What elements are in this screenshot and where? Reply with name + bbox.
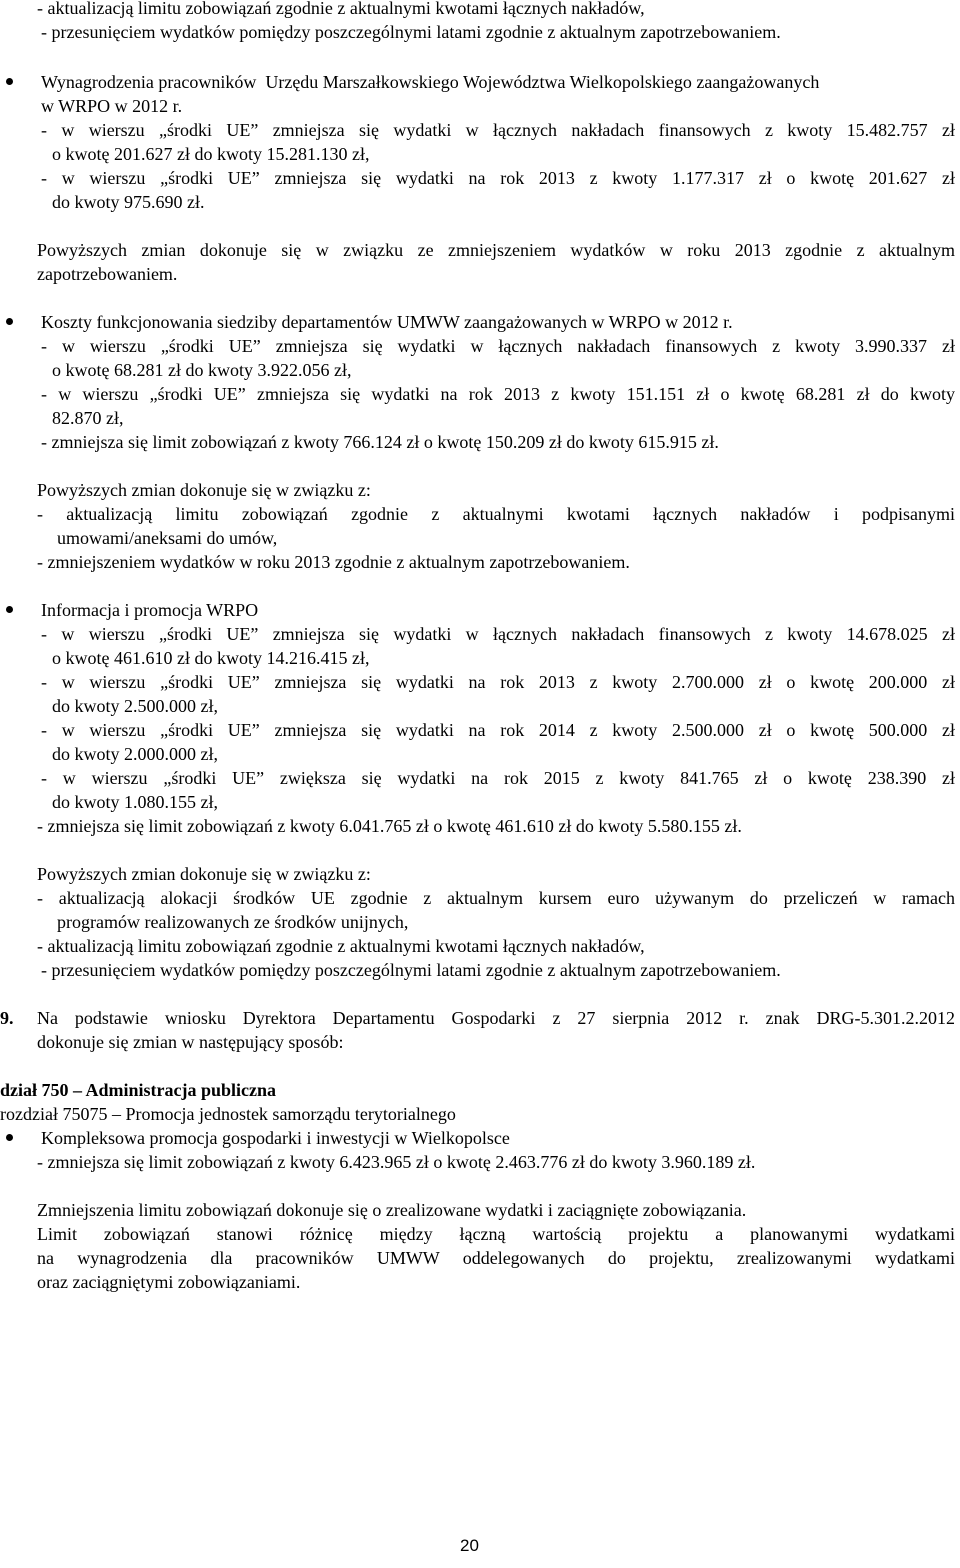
text-line: o kwotę 461.610 zł do kwoty 14.216.415 zł, [52,648,370,668]
text-line: - w wierszu „środki UE” zmniejsza się wydatki na rok 2013 z kwoty 151.151 zł o kwotę 68.281 zł do kwoty [41,384,955,404]
text-line: - aktualizacją limitu zobowiązań zgodnie z aktualnymi kwotami łącznych nakładów i podpisanymi [37,504,955,524]
text-line: do kwoty 2.500.000 zł, [52,696,218,716]
text-line: o kwotę 201.627 zł do kwoty 15.281.130 zł, [52,144,370,164]
text-line: - zmniejsza się limit zobowiązań z kwoty 766.124 zł o kwotę 150.209 zł do kwoty 615.915 zł. [41,432,719,452]
text-line: - w wierszu „środki UE” zwiększa się wydatki na rok 2015 z kwoty 841.765 zł o kwotę 238.390 zł [41,768,955,788]
text-line: - aktualizacją limitu zobowiązań zgodnie z aktualnymi kwotami łącznych nakładów, [37,936,645,956]
section-title: dział 750 – Administracja publiczna [0,1080,277,1100]
text-line: do kwoty 2.000.000 zł, [52,744,218,764]
text-line: do kwoty 1.080.155 zł, [52,792,218,812]
section-heading: Wynagrodzenia pracowników Urzędu Marszałkowskiego Województwa Wielkopolskiego zaangażowanych [41,72,820,92]
text-line: Powyższych zmian dokonuje się w związku z: [37,480,371,500]
text-line: - w wierszu „środki UE” zmniejsza się wydatki w łącznych nakładach finansowych z kwoty 14.678.025 zł [41,624,955,644]
bullet-icon [6,78,13,85]
text-line: umowami/aneksami do umów, [57,528,278,548]
section-heading: Koszty funkcjonowania siedziby departamentów UMWW zaangażowanych w WRPO w 2012 r. [41,312,733,332]
text-line: Limit zobowiązań stanowi różnicę między łączną wartością projektu a planowanymi wydatkami [37,1224,955,1244]
bullet-icon [6,1134,13,1141]
text-line: - przesunięciem wydatków pomiędzy poszczególnymi latami zgodnie z aktualnym zapotrzebowaniem. [41,22,781,42]
text-line: - w wierszu „środki UE” zmniejsza się wydatki na rok 2014 z kwoty 2.500.000 zł o kwotę 500.000 zł [41,720,955,740]
text-line: zapotrzebowaniem. [37,264,178,284]
text-line: - przesunięciem wydatków pomiędzy poszczególnymi latami zgodnie z aktualnym zapotrzebowaniem. [41,960,781,980]
text-line: w WRPO w 2012 r. [41,96,183,116]
text-line: programów realizowanych ze środków unijnych, [57,912,409,932]
text-line: do kwoty 975.690 zł. [52,192,205,212]
bullet-icon [6,606,13,613]
text-line: Powyższych zmian dokonuje się w związku z: [37,864,371,884]
text-line: oraz zaciągniętymi zobowiązaniami. [37,1272,301,1292]
bullet-icon [6,318,13,325]
text-line: Na podstawie wniosku Dyrektora Departamentu Gospodarki z 27 sierpnia 2012 r. znak DRG-5.301.2.2012 [37,1008,955,1028]
text-line: na wynagrodzenia dla pracowników UMWW oddelegowanych do projektu, zrealizowanymi wydatkami [37,1248,955,1268]
text-line: - w wierszu „środki UE” zmniejsza się wydatki na rok 2013 z kwoty 1.177.317 zł o kwotę 201.627 zł [41,168,955,188]
text-line: - zmniejszeniem wydatków w roku 2013 zgodnie z aktualnym zapotrzebowaniem. [37,552,630,572]
text-line: Powyższych zmian dokonuje się w związku ze zmniejszeniem wydatków w roku 2013 zgodnie z aktualnym [37,240,955,260]
text-line: - aktualizacją limitu zobowiązań zgodnie z aktualnymi kwotami łącznych nakładów, [37,0,645,18]
text-line: - w wierszu „środki UE” zmniejsza się wydatki na rok 2013 z kwoty 2.700.000 zł o kwotę 200.000 zł [41,672,955,692]
text-line: - zmniejsza się limit zobowiązań z kwoty 6.423.965 zł o kwotę 2.463.776 zł do kwoty 3.960.189 zł. [37,1152,756,1172]
item-number: 9. [0,1008,14,1028]
text-line: Zmniejszenia limitu zobowiązań dokonuje się o zrealizowane wydatki i zaciągnięte zobowiązania. [37,1200,747,1220]
text-line: - w wierszu „środki UE” zmniejsza się wydatki w łącznych nakładach finansowych z kwoty 3.990.337 zł [41,336,955,356]
text-line: - w wierszu „środki UE” zmniejsza się wydatki w łącznych nakładach finansowych z kwoty 15.482.757 zł [41,120,955,140]
text-line: - aktualizacją alokacji środków UE zgodnie z aktualnym kursem euro używanym do przeliczeń w ramach [37,888,955,908]
text-line: o kwotę 68.281 zł do kwoty 3.922.056 zł, [52,360,352,380]
section-heading: Informacja i promocja WRPO [41,600,259,620]
section-heading: Kompleksowa promocja gospodarki i inwestycji w Wielkopolsce [41,1128,510,1148]
text-line: 82.870 zł, [52,408,124,428]
subsection-title: rozdział 75075 – Promocja jednostek samorządu terytorialnego [0,1104,456,1124]
page-number: 20 [460,1536,479,1555]
text-line: - zmniejsza się limit zobowiązań z kwoty 6.041.765 zł o kwotę 461.610 zł do kwoty 5.580.155 zł. [37,816,742,836]
text-line: dokonuje się zmian w następujący sposób: [37,1032,344,1052]
